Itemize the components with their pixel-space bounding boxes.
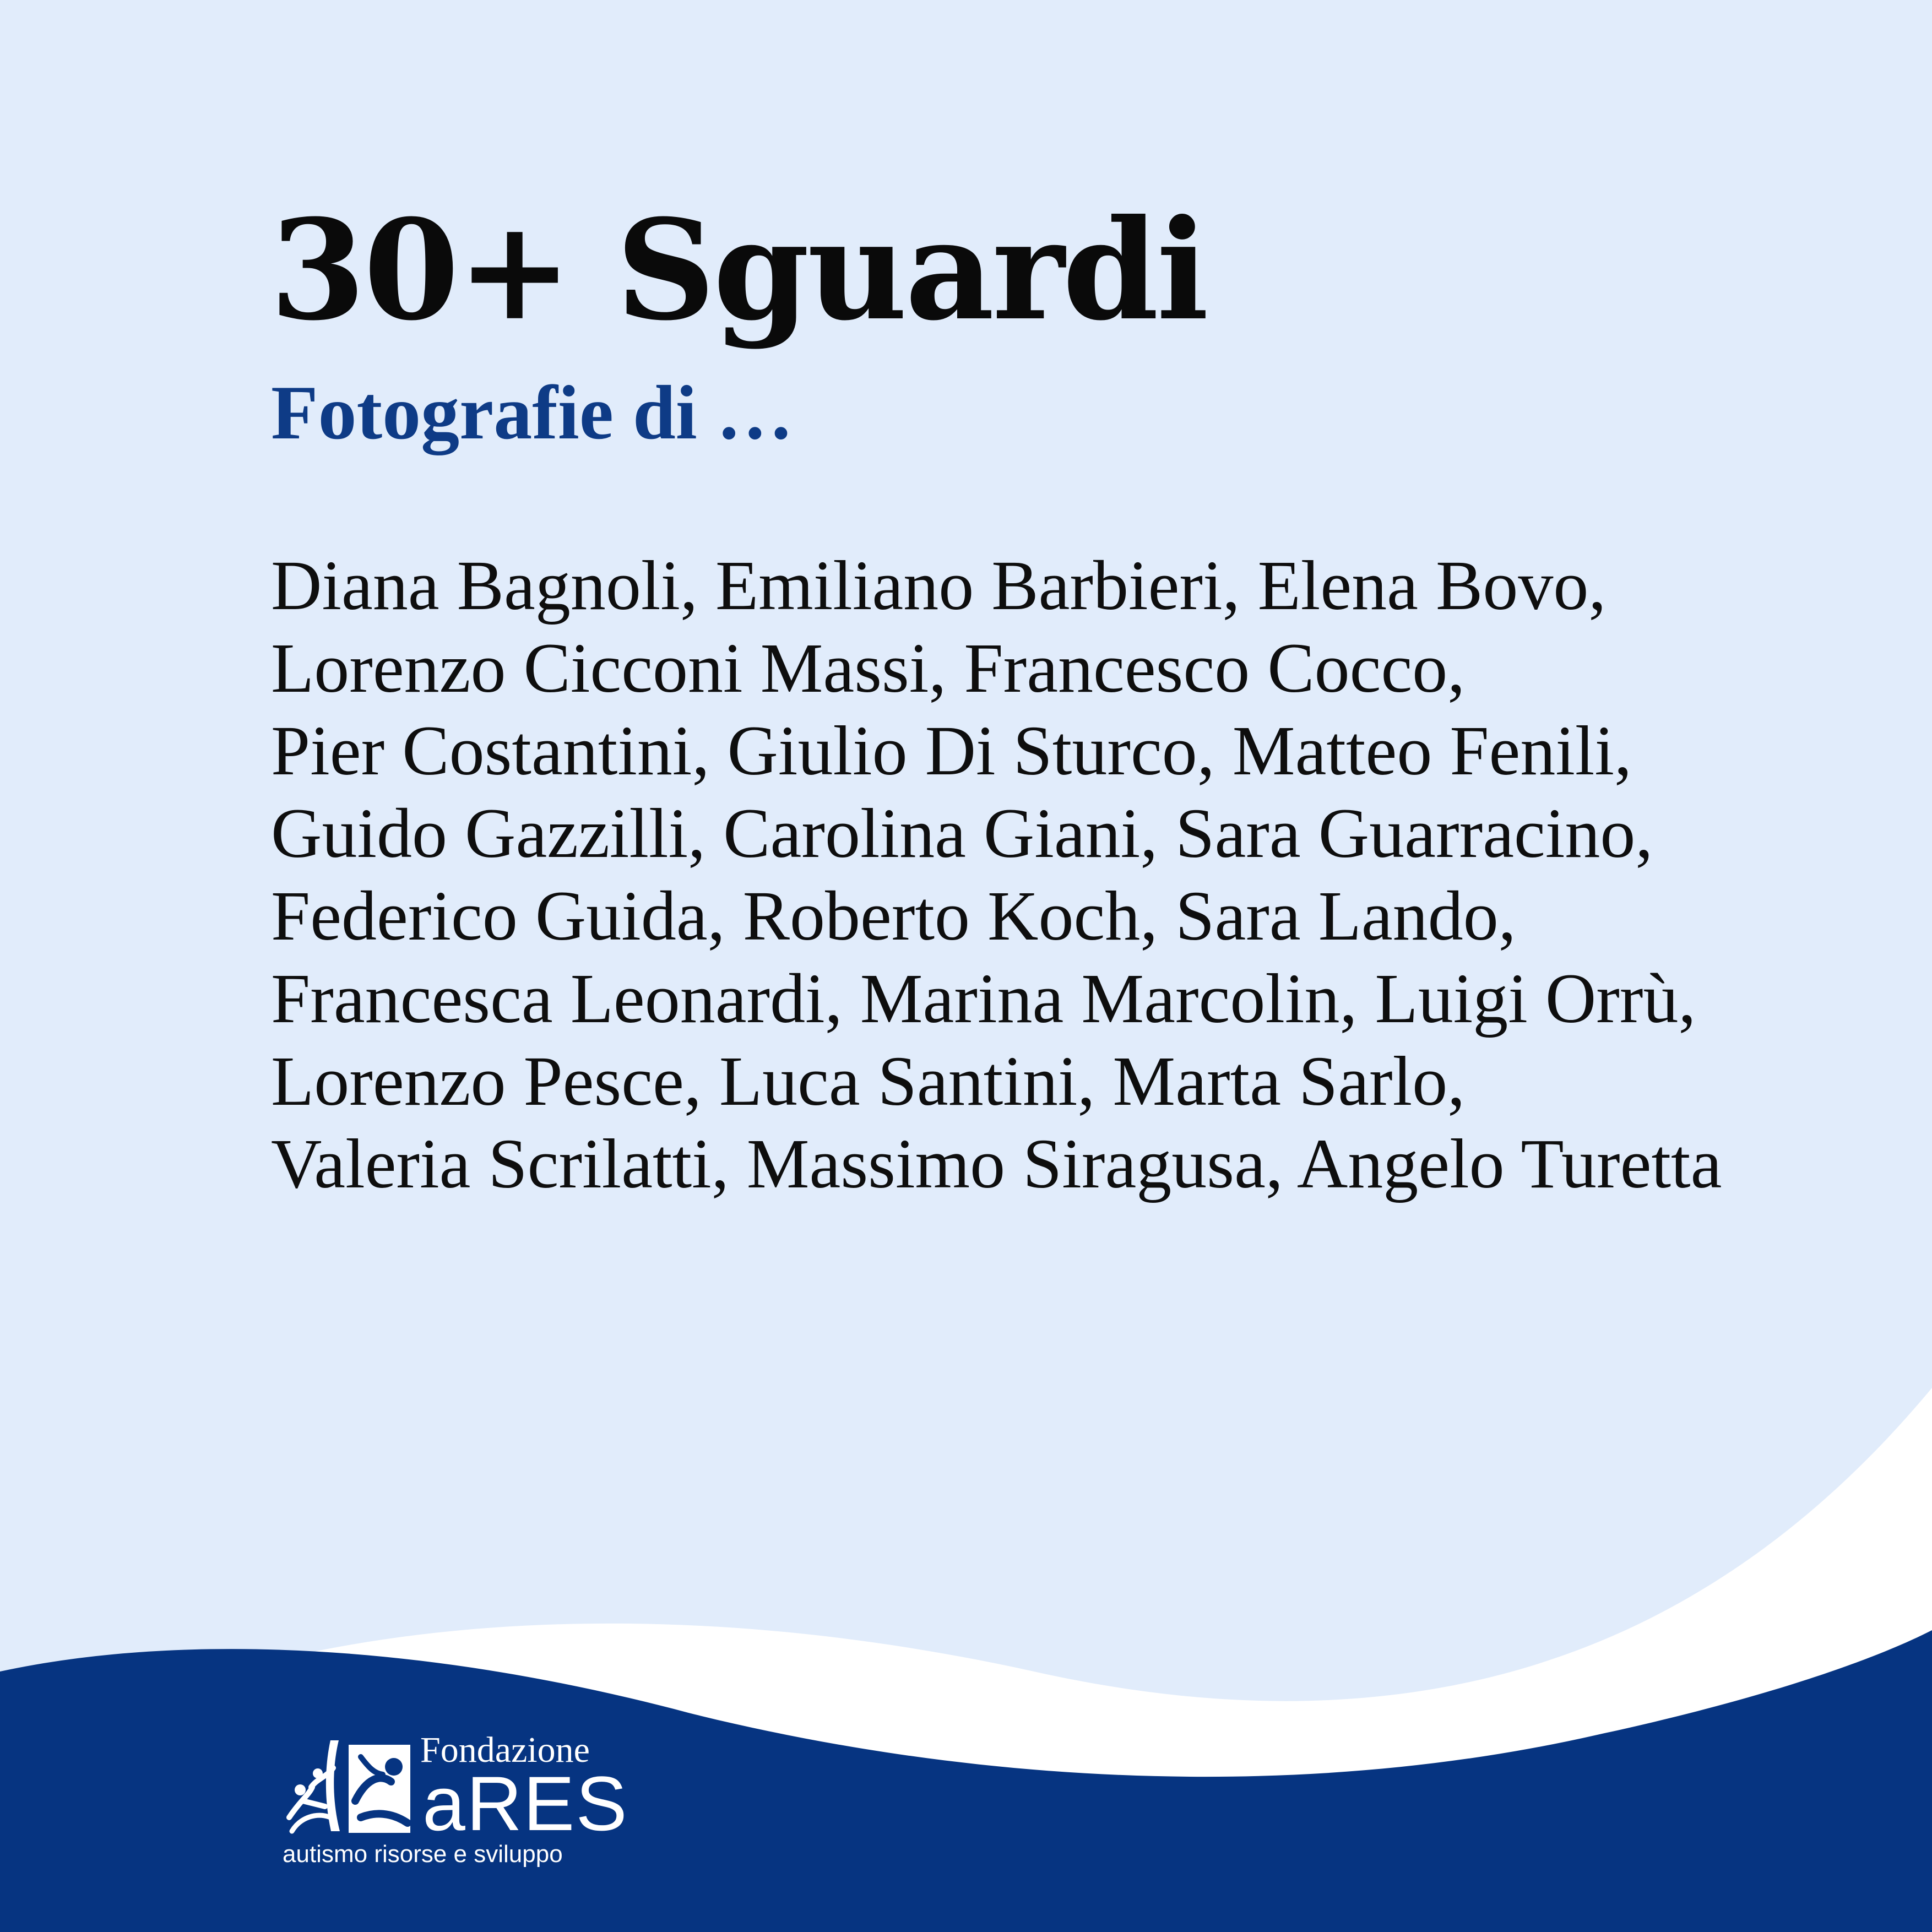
- photographer-line: Guido Gazzilli, Carolina Giani, Sara Guarracino,: [271, 794, 1653, 872]
- logo-fondazione-text: Fondazione: [420, 1730, 590, 1770]
- logo-figures: [289, 1740, 410, 1833]
- ares-figures-icon: [278, 1735, 416, 1834]
- photographer-line: Federico Guida, Roberto Koch, Sara Lando,: [271, 877, 1516, 955]
- photographer-line: Francesca Leonardi, Marina Marcolin, Luigi Orrù,: [271, 959, 1696, 1038]
- photographer-line: Pier Costantini, Giulio Di Sturco, Matteo Fenili,: [271, 712, 1632, 790]
- logo-tagline: autismo risorse e sviluppo: [283, 1841, 563, 1868]
- logo-ares-text: aRES: [422, 1760, 628, 1847]
- page-subtitle: Fotografie di …: [271, 370, 794, 455]
- photographer-line: Valeria Scrilatti, Massimo Siragusa, Angelo Turetta: [271, 1125, 1722, 1203]
- photographer-line: Lorenzo Cicconi Massi, Francesco Cocco,: [271, 629, 1466, 707]
- fondazione-ares-logo: [278, 1727, 628, 1875]
- photographer-list: [271, 544, 1722, 1205]
- photographer-line: Diana Bagnoli, Emiliano Barbieri, Elena Bovo,: [271, 546, 1607, 625]
- page-title: 30+ Sguardi: [270, 189, 1207, 351]
- photographer-line: Lorenzo Pesce, Luca Santini, Marta Sarlo,: [271, 1042, 1466, 1120]
